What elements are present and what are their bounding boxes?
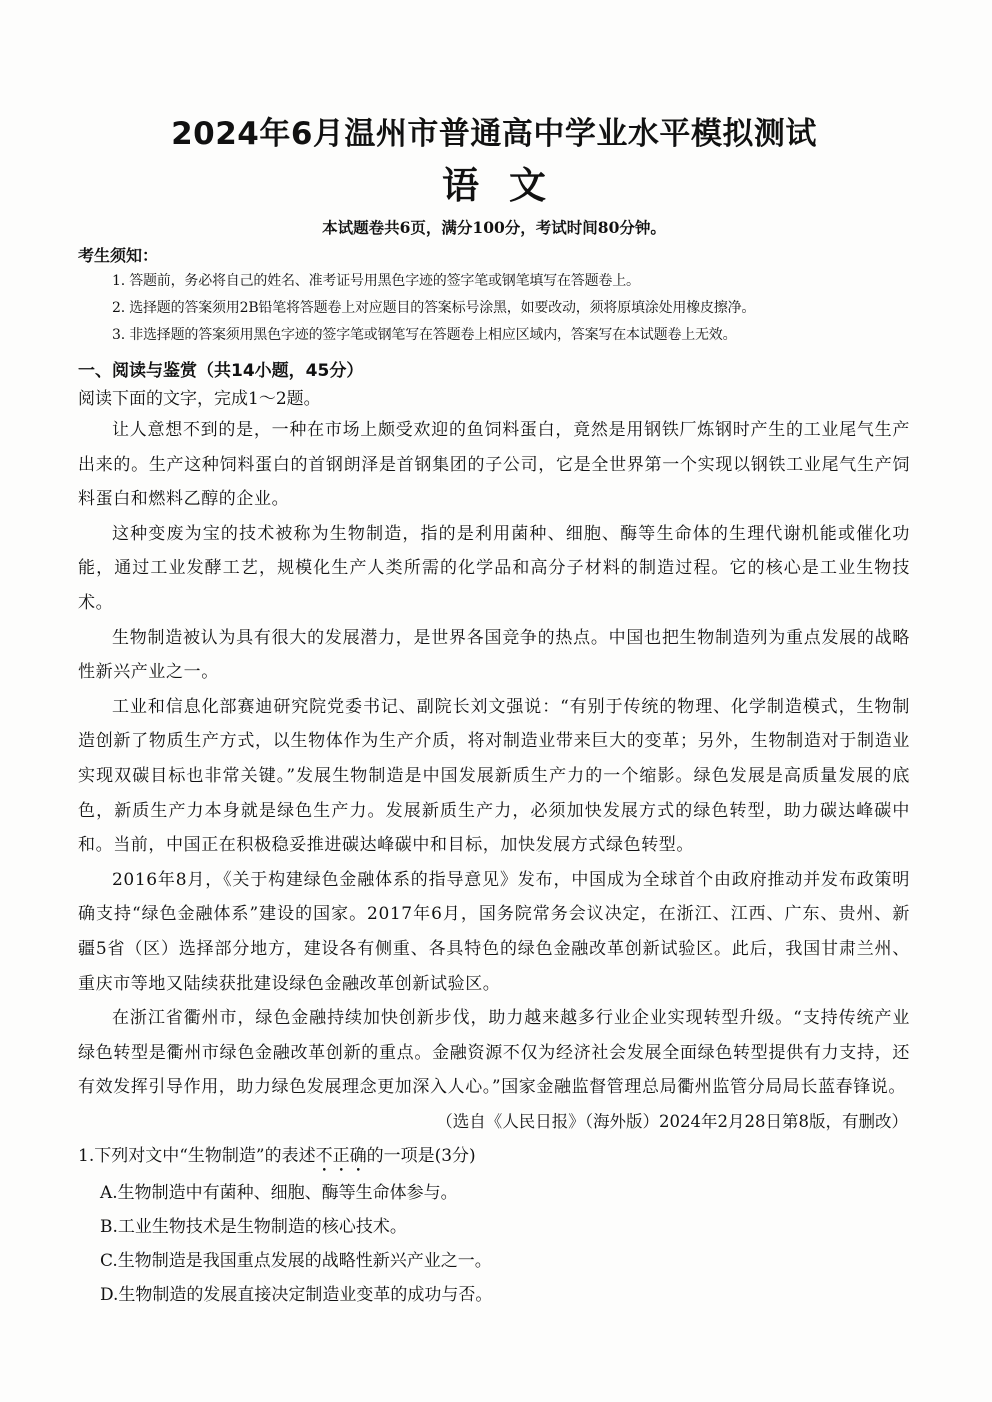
passage-paragraph: 在浙江省衢州市，绿色金融持续加快创新步伐，助力越来越多行业企业实现转型升级。“支持传统产业绿色转型是衢州市绿色金融改革创新的重点。金融资源不仅为经济社会发展全面绿色转型提供有力支持，还有效发挥引导作用，助力绿色发展理念更加深入人心。”国家金融监督管理总局衢州监管分局局长蓝春锋说。 xyxy=(78,1008,910,1098)
question-stem-emphasis: 不正确 xyxy=(315,1145,367,1166)
passage-paragraph: 工业和信息化部赛迪研究院党委书记、副院长刘文强说：“有别于传统的物理、化学制造模式，生物制造创新了物质生产方式，以生物体作为生产介质，将对制造业带来巨大的变革；另外，生物制造对于制造业实现双碳目标也非常关键。”发展生物制造是中国发展新质生产力的一个缩影。绿色发展是高质量发展的底色，新质生产力本身就是绿色生产力。发展新质生产力，必须加快发展方式的绿色转型，助力碳达峰碳中和。当前，中国正在积极稳妥推进碳达峰碳中和目标，加快发展方式绿色转型。 xyxy=(78,696,910,856)
passage-paragraph: 生物制造被认为具有很大的发展潜力，是世界各国竞争的热点。中国也把生物制造列为重点发展的战略性新兴产业之一。 xyxy=(78,627,910,683)
passage-paragraph: 2016年8月，《关于构建绿色金融体系的指导意见》发布，中国成为全球首个由政府推动并发布政策明确支持“绿色金融体系”建设的国家。2017年6月，国务院常务会议决定，在浙江、江西、广东、贵州、新疆5省（区）选择部分地方，建设各有侧重、各具特色的绿色金融改革创新试验区。此后，我国甘肃兰州、重庆市等地又陆续获批建设绿色金融改革创新试验区。 xyxy=(78,869,910,994)
notice-item: 2. 选择题的答案须用2B铅笔将答题卷上对应题目的答案标号涂黑，如要改动，须将原填涂处用橡皮擦净。 xyxy=(112,300,756,316)
option-d: D.生物制造的发展直接决定制造业变革的成功与否。 xyxy=(100,1284,493,1305)
notice-title: 考生须知： xyxy=(78,246,159,265)
passage-paragraph: 这种变废为宝的技术被称为生物制造，指的是利用菌种、细胞、酶等生命体的生理代谢机能或催化功能，通过工业发酵工艺，规模化生产人类所需的化学品和高分子材料的制造过程。它的核心是工业生物技术。 xyxy=(78,523,910,613)
question-stem-suffix: 的一项是(3分) xyxy=(366,1145,476,1166)
question-stem xyxy=(78,1139,910,1176)
option-b: B.工业生物技术是生物制造的核心技术。 xyxy=(100,1216,407,1237)
reading-passage xyxy=(78,413,910,1139)
exam-subject: 语文 xyxy=(442,164,576,207)
question-1 xyxy=(78,1139,910,1312)
passage-source: （选自《人民日报》（海外版）2024年2月28日第8版，有删改） xyxy=(436,1111,908,1131)
exam-title: 2024年6月温州市普通高中学业水平模拟测试 xyxy=(171,116,817,152)
option-c: C.生物制造是我国重点发展的战略性新兴产业之一。 xyxy=(100,1250,492,1271)
section-instruction: 阅读下面的文字，完成1～2题。 xyxy=(78,389,321,409)
notice-block xyxy=(78,244,910,349)
passage-paragraph: 让人意想不到的是，一种在市场上颇受欢迎的鱼饲料蛋白，竟然是用钢铁厂炼钢时产生的工业尾气生产出来的。生产这种饲料蛋白的首钢朗泽是首钢集团的子公司，它是全世界第一个实现以钢铁工业尾气生产饲料蛋白和燃料乙醇的企业。 xyxy=(78,420,910,510)
section-title: 一、阅读与鉴赏（共14小题，45分） xyxy=(78,361,364,381)
notice-item: 1. 答题前，务必将自己的姓名、准考证号用黑色字迹的签字笔或钢笔填写在答题卷上。 xyxy=(112,273,640,289)
question-stem-prefix: 1.下列对文中“生物制造”的表述 xyxy=(78,1145,316,1166)
option-a: A.生物制造中有菌种、细胞、酶等生命体参与。 xyxy=(100,1182,458,1203)
exam-meta: 本试题卷共6页，满分100分，考试时间80分钟。 xyxy=(322,218,666,237)
notice-item: 3. 非选择题的答案须用黑色字迹的签字笔或钢笔写在答题卷上相应区域内，答案写在本试题卷上无效。 xyxy=(112,327,737,343)
